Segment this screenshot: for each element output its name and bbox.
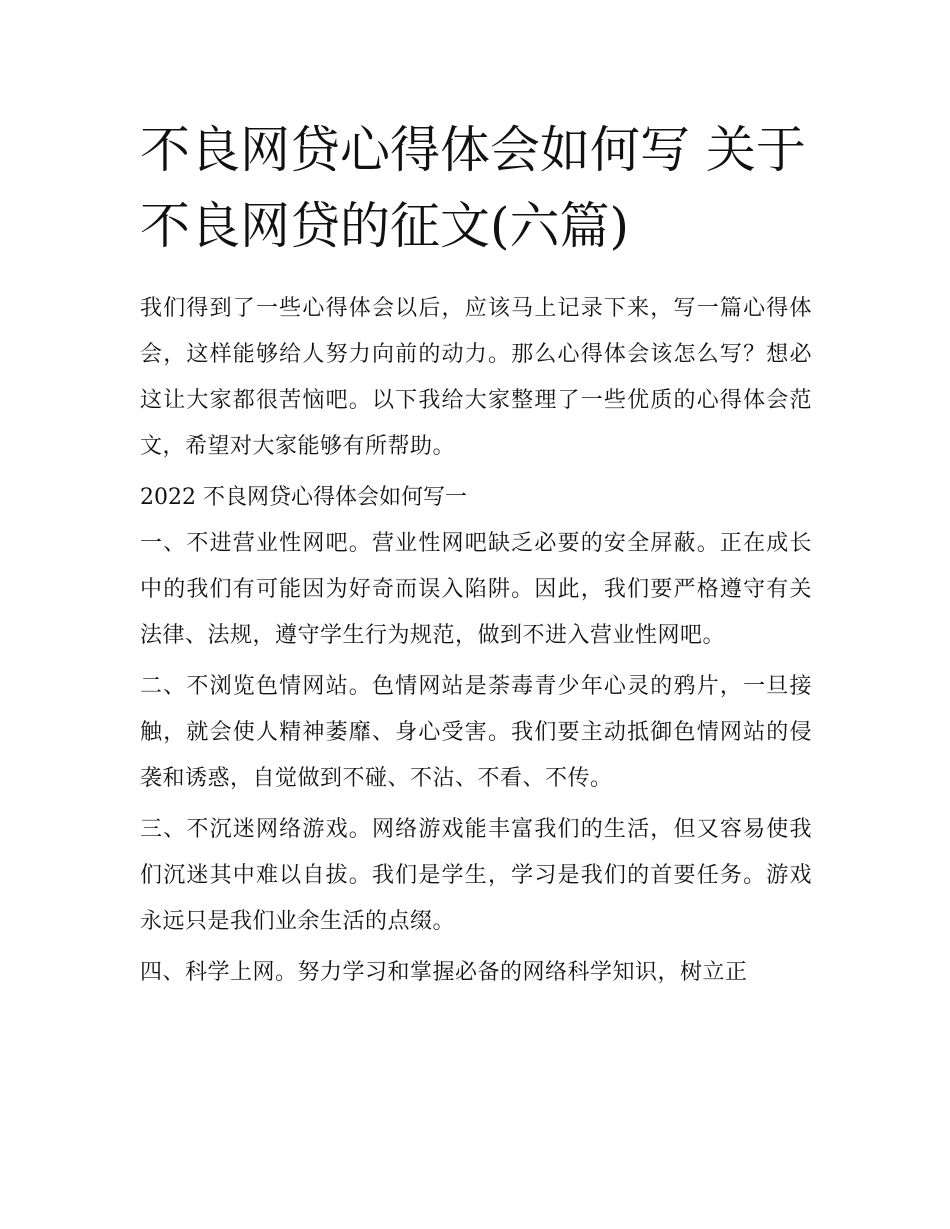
- section-heading: 2022 不良网贷心得体会如何写一: [140, 485, 467, 510]
- body-paragraph-1: 一、不进营业性网吧。营业性网吧缺乏必要的安全屏蔽。正在成长中的我们有可能因为好奇而误入陷阱。因此，我们要严格遵守有关法律、法规，遵守学生行为规范，做到不进入营业性网吧。: [140, 531, 812, 648]
- document-title: 不良网贷心得体会如何写 关于不良网贷的征文(六篇): [140, 121, 806, 255]
- document-page: [140, 112, 812, 996]
- body-paragraph-4: 四、科学上网。努力学习和掌握必备的网络科学知识，树立正: [140, 960, 748, 985]
- body-paragraph-3: 三、不沉迷网络游戏。网络游戏能丰富我们的生活，但又容易使我们沉迷其中难以自拔。我们是学生，学习是我们的首要任务。游戏永远只是我们业余生活的点缀。: [140, 817, 812, 934]
- body-paragraph-2: 二、不浏览色情网站。色情网站是荼毒青少年心灵的鸦片，一旦接触，就会使人精神萎靡、身心受害。我们要主动抵御色情网站的侵袭和诱惑，自觉做到不碰、不沾、不看、不传。: [140, 674, 812, 791]
- intro-paragraph: 我们得到了一些心得体会以后，应该马上记录下来，写一篇心得体会，这样能够给人努力向前的动力。那么心得体会该怎么写？想必这让大家都很苦恼吧。以下我给大家整理了一些优质的心得体会范文，希望对大家能够有所帮助。: [140, 296, 812, 459]
